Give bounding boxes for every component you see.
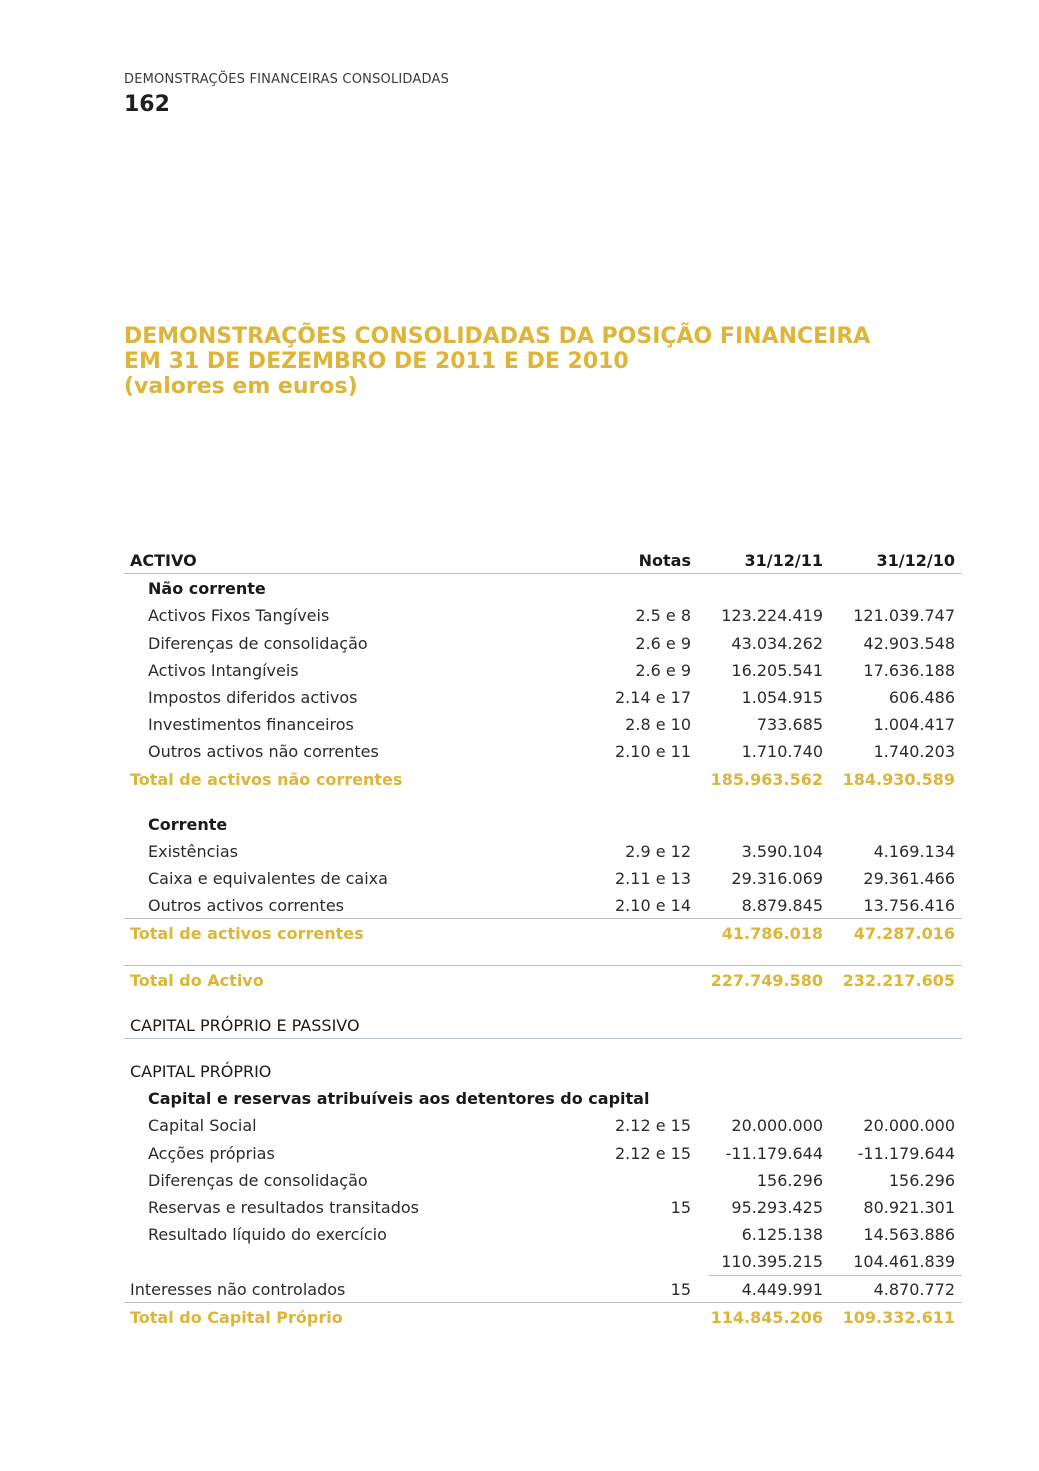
row-value-2010: 4.169.134: [873, 841, 955, 861]
row-value-2011: 1.054.915: [741, 687, 823, 707]
row-value-2010: 80.921.301: [863, 1197, 955, 1217]
row-value-2011: 123.224.419: [721, 606, 823, 626]
row-label: Acções próprias: [148, 1143, 275, 1163]
table-row: [124, 656, 962, 683]
table-row: [124, 1193, 962, 1220]
subtotal-value-2010: 104.461.839: [853, 1252, 955, 1272]
section-corrente: [124, 810, 962, 837]
row-value-2010: 42.903.548: [863, 633, 955, 653]
row-value-2010: 606.486: [888, 687, 955, 707]
total-value-2011: 114.845.206: [710, 1307, 823, 1327]
title-line-2: EM 31 DE DEZEMBRO DE 2011 E DE 2010: [124, 349, 629, 374]
spacer: [124, 792, 962, 810]
financial-position-table: [124, 546, 962, 1330]
section-capital-proprio: [124, 1057, 962, 1084]
total-label: Total do Activo: [130, 970, 264, 990]
row-value-2010: 13.756.416: [863, 896, 955, 916]
table-row: [124, 837, 962, 864]
spacer: [124, 1039, 962, 1057]
row-value-2011: -11.179.644: [725, 1143, 823, 1163]
title-line-1: DEMONSTRAÇÕES CONSOLIDADAS DA POSIÇÃO FINANCEIRA: [124, 324, 871, 349]
section-label: Capital e reservas atribuíveis aos detentores do capital: [148, 1089, 650, 1109]
row-label: Impostos diferidos activos: [148, 687, 358, 707]
row-value-2011: 95.293.425: [731, 1197, 823, 1217]
row-label: Reservas e resultados transitados: [148, 1197, 419, 1217]
row-value-2010: 14.563.886: [863, 1225, 955, 1245]
row-notes: 2.12 e 15: [615, 1143, 691, 1163]
row-label: Investimentos financeiros: [148, 715, 354, 735]
row-notes: 2.10 e 11: [615, 742, 691, 762]
row-notes: 15: [670, 1197, 691, 1217]
row-notes: 2.14 e 17: [615, 687, 691, 707]
table-row: [124, 601, 962, 628]
table-row: [124, 683, 962, 710]
row-label: Activos Intangíveis: [148, 660, 299, 680]
total-label: Total de activos correntes: [130, 924, 364, 944]
table-row: [124, 737, 962, 764]
row-value-2011: 156.296: [756, 1170, 823, 1190]
row-label: Existências: [148, 841, 238, 861]
total-value-2010: 184.930.589: [842, 769, 955, 789]
row-value-2010: 20.000.000: [863, 1116, 955, 1136]
row-value-2011: 4.449.991: [741, 1279, 823, 1299]
page-number: 162: [124, 92, 170, 117]
table-header-row: [124, 546, 962, 574]
title-subtitle: (valores em euros): [124, 374, 358, 399]
total-value-2010: 232.217.605: [842, 970, 955, 990]
table-row: [124, 710, 962, 737]
row-notes: 2.9 e 12: [625, 841, 691, 861]
subtotal-rule: [709, 1275, 962, 1276]
spacer: [124, 993, 962, 1011]
row-label: Resultado líquido do exercício: [148, 1225, 387, 1245]
row-notes: 2.10 e 14: [615, 896, 691, 916]
column-header-2011: 31/12/11: [744, 551, 823, 570]
row-value-2011: 8.879.845: [741, 896, 823, 916]
row-value-2010: 29.361.466: [863, 869, 955, 889]
document-title: [124, 324, 984, 399]
row-value-2010: 1.004.417: [873, 715, 955, 735]
total-label: Total de activos não correntes: [130, 769, 403, 789]
total-value-2011: 227.749.580: [710, 970, 823, 990]
total-corrente-row: [124, 919, 962, 946]
row-label: Diferenças de consolidação: [148, 633, 368, 653]
column-header-activo: ACTIVO: [130, 551, 197, 570]
total-value-2011: 41.786.018: [721, 924, 823, 944]
total-label: Total do Capital Próprio: [130, 1307, 343, 1327]
row-notes: 2.11 e 13: [615, 869, 691, 889]
row-value-2010: 4.870.772: [873, 1279, 955, 1299]
row-value-2011: 16.205.541: [731, 660, 823, 680]
row-value-2010: 1.740.203: [873, 742, 955, 762]
row-label: Outros activos correntes: [148, 896, 344, 916]
row-value-2011: 3.590.104: [741, 841, 823, 861]
table-row: [124, 864, 962, 891]
row-value-2010: -11.179.644: [857, 1143, 955, 1163]
row-notes: 2.6 e 9: [635, 633, 691, 653]
section-label: CAPITAL PRÓPRIO: [130, 1062, 272, 1081]
row-label: Capital Social: [148, 1116, 257, 1136]
total-value-2010: 47.287.016: [853, 924, 955, 944]
table-row: [124, 1111, 962, 1138]
row-value-2011: 733.685: [756, 715, 823, 735]
total-value-2010: 109.332.611: [842, 1307, 955, 1327]
row-notes: 2.12 e 15: [615, 1116, 691, 1136]
row-label: Interesses não controlados: [130, 1279, 346, 1299]
capital-subtotal-row: [124, 1247, 962, 1274]
spacer: [124, 947, 962, 965]
section-capital-passivo: [124, 1011, 962, 1039]
section-capital-reservas: [124, 1084, 962, 1111]
row-value-2011: 20.000.000: [731, 1116, 823, 1136]
row-notes: 2.5 e 8: [635, 606, 691, 626]
row-notes: 2.6 e 9: [635, 660, 691, 680]
row-value-2010: 156.296: [888, 1170, 955, 1190]
row-value-2010: 17.636.188: [863, 660, 955, 680]
row-value-2011: 29.316.069: [731, 869, 823, 889]
table-row: [124, 1139, 962, 1166]
section-nao-corrente: [124, 574, 962, 601]
section-label: Não corrente: [148, 579, 266, 599]
row-label: Diferenças de consolidação: [148, 1170, 368, 1190]
row-value-2011: 1.710.740: [741, 742, 823, 762]
row-label: Caixa e equivalentes de caixa: [148, 869, 388, 889]
table-row: [124, 1166, 962, 1193]
row-notes: 15: [670, 1279, 691, 1299]
total-nao-corrente-row: [124, 765, 962, 792]
section-label: Corrente: [148, 814, 228, 834]
row-value-2011: 6.125.138: [741, 1225, 823, 1245]
table-row: [124, 1220, 962, 1247]
interesses-row: [124, 1275, 962, 1303]
row-value-2011: 43.034.262: [731, 633, 823, 653]
table-row: [124, 629, 962, 656]
column-header-2010: 31/12/10: [876, 551, 955, 570]
row-label: Outros activos não correntes: [148, 742, 379, 762]
row-notes: 2.8 e 10: [625, 715, 691, 735]
row-label: Activos Fixos Tangíveis: [148, 606, 330, 626]
section-label: CAPITAL PRÓPRIO E PASSIVO: [130, 1015, 360, 1035]
table-row: [124, 891, 962, 919]
total-capital-row: [124, 1303, 962, 1330]
total-value-2011: 185.963.562: [710, 769, 823, 789]
total-activo-row: [124, 965, 962, 993]
subtotal-value-2011: 110.395.215: [721, 1252, 823, 1272]
running-header: DEMONSTRAÇÕES FINANCEIRAS CONSOLIDADAS: [124, 72, 450, 87]
column-header-notas: Notas: [638, 551, 691, 570]
row-value-2010: 121.039.747: [853, 606, 955, 626]
